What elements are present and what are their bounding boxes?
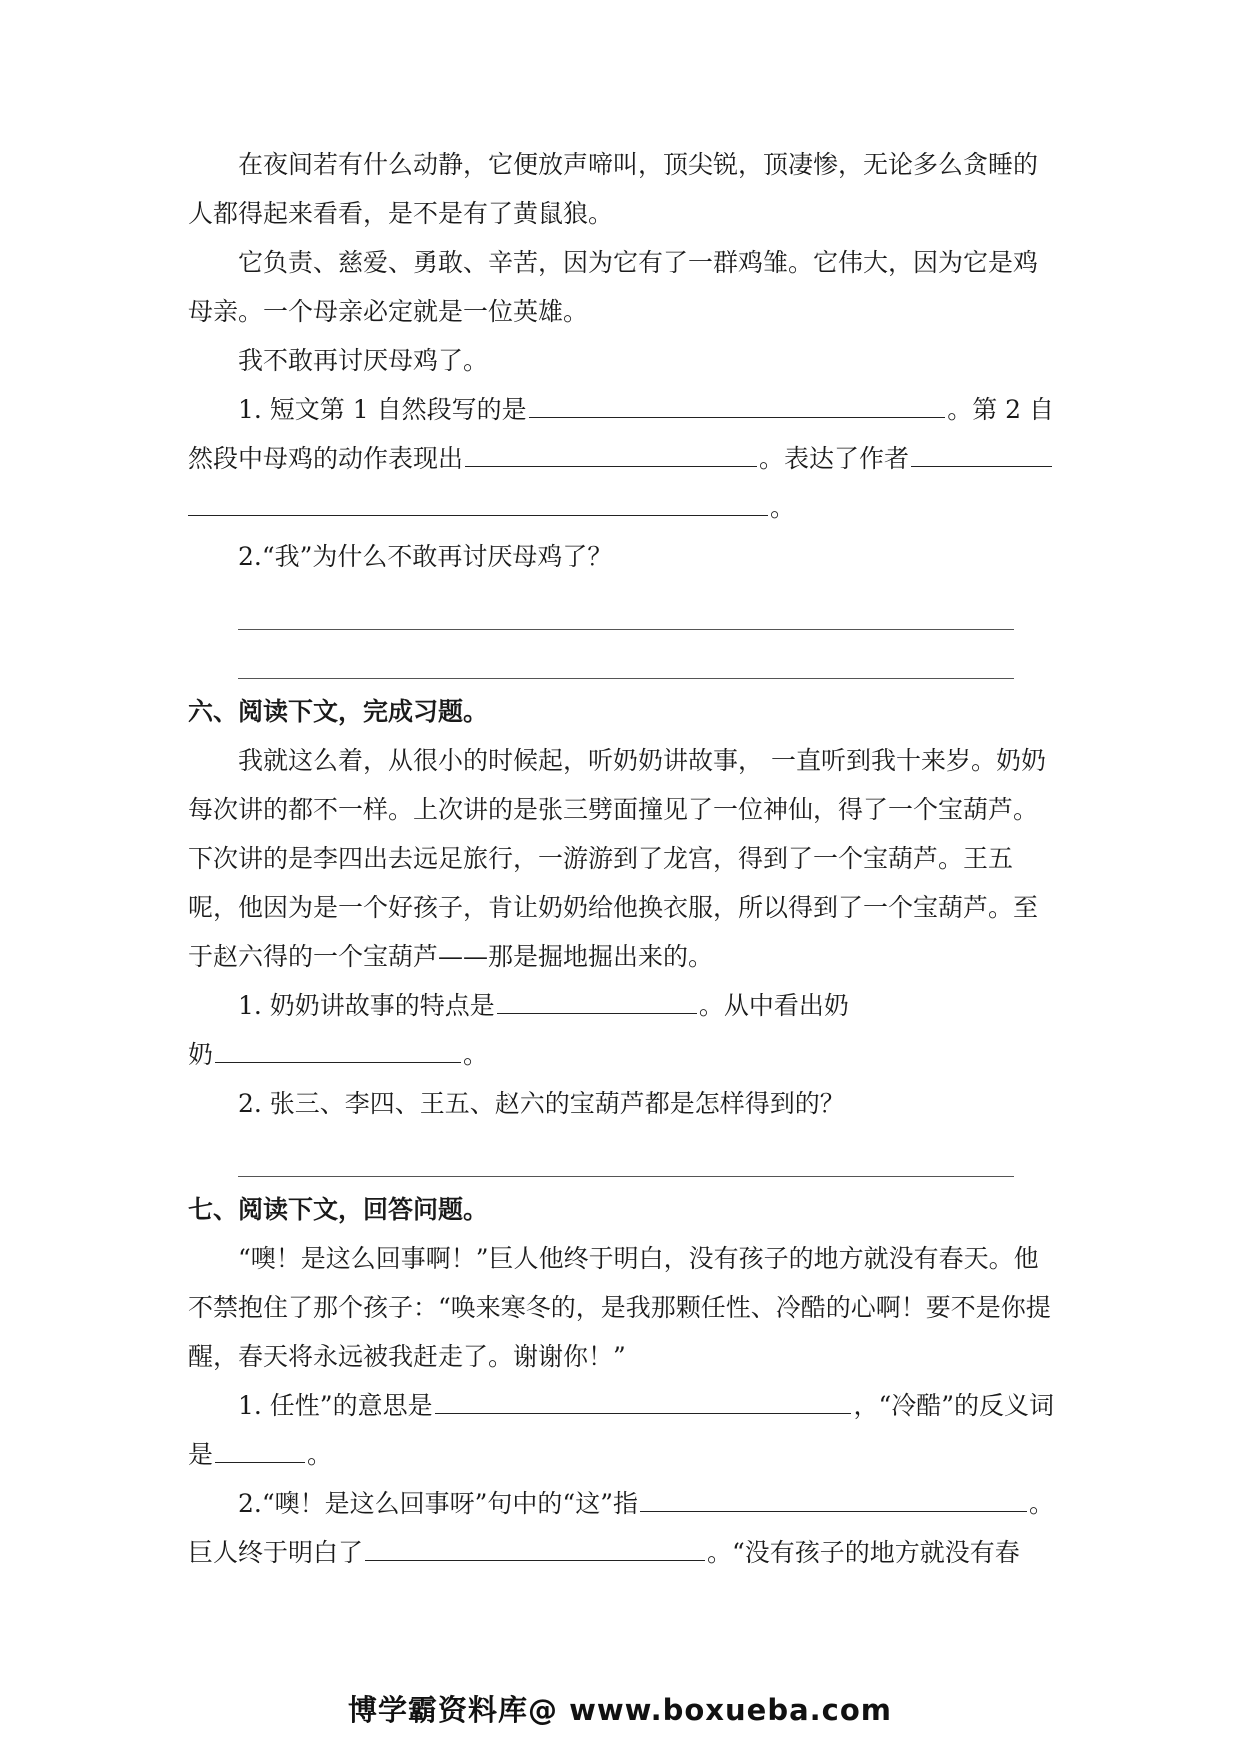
q1-text-a: 1. 短文第 1 自然段写的是	[238, 395, 527, 424]
answer-blank[interactable]	[529, 395, 946, 418]
s7-q1-text-a: 1. 任性”的意思是	[238, 1391, 433, 1420]
passage5-paragraph-3: 我不敢再讨厌母鸡了。	[238, 346, 489, 375]
section6-heading: 六、阅读下文，完成习题。	[188, 697, 489, 726]
answer-line[interactable]	[238, 581, 1014, 630]
s6-q1-text-b: 。从中看出奶	[698, 991, 849, 1020]
answer-blank[interactable]	[465, 444, 757, 467]
s7-q2-text-c: 巨人终于明白了	[188, 1538, 364, 1567]
passage5-question-2: 2.“我”为什么不敢再讨厌母鸡了？	[238, 542, 613, 571]
section7-question-2	[188, 1479, 1054, 1528]
q1-text-d: 。表达了作者	[759, 444, 910, 473]
answer-blank[interactable]	[640, 1489, 1027, 1512]
s7-q2-text-d: 。“没有孩子的地方就没有春	[707, 1538, 1020, 1567]
answer-blank[interactable]	[435, 1391, 852, 1414]
s7-q1-text-b: ，“冷酷”的反义词	[853, 1391, 1054, 1420]
section6-question-2: 2. 张三、李四、王五、赵六的宝葫芦都是怎样得到的？	[238, 1089, 845, 1118]
s7-q2-text-b: 。	[1028, 1489, 1054, 1518]
worksheet-page	[188, 140, 1054, 1577]
passage5-paragraph-1: 在夜间若有什么动静，它便放声啼叫，顶尖锐，顶凄惨，无论多么贪睡的人都得起来看看，是不是有了黄鼠狼。	[188, 150, 1039, 228]
answer-blank[interactable]	[215, 1040, 461, 1063]
answer-blank[interactable]	[188, 493, 768, 516]
q1-text-e: 。	[770, 493, 796, 522]
passage5-paragraph-2: 它负责、慈爱、勇敢、辛苦，因为它有了一群鸡雏。它伟大，因为它是鸡母亲。一个母亲必定就是一位英雄。	[188, 248, 1039, 326]
watermark-footer: 博学霸资料库@ www.boxueba.com	[347, 1693, 892, 1727]
s7-q2-text-a: 2.“噢！是这么回事呀”句中的“这”指	[238, 1489, 638, 1518]
s7-q1-text-c: 是	[188, 1440, 214, 1469]
section7-passage: “噢！是这么回事啊！”巨人他终于明白，没有孩子的地方就没有春天。他不禁抱住了那个孩子：“唤来寒冬的，是我那颗任性、冷酷的心啊！要不是你提醒，春天将永远被我赶走了。谢谢你！”	[188, 1244, 1051, 1371]
section6-passage: 我就这么着，从很小的时候起，听奶奶讲故事， 一直听到我十来岁。奶奶每次讲的都不一样。上次讲的是张三劈面撞见了一位神仙，得了一个宝葫芦。下次讲的是李四出去远足旅行，一游游到了龙宫，得到了一个宝葫芦。王五呢，他因为是一个好孩子，肯让奶奶给他换衣服，所以得到了一个宝葫芦。至于赵六得的一个宝葫芦——那是掘地掘出来的。	[188, 746, 1046, 971]
section7-question-1	[188, 1381, 1054, 1430]
q1-text-b: 。第 2 自	[947, 395, 1054, 424]
answer-blank[interactable]	[215, 1440, 305, 1463]
passage5-question-1	[188, 385, 1054, 532]
s6-q1-text-d: 。	[463, 1040, 489, 1069]
section7-heading: 七、阅读下文，回答问题。	[188, 1195, 489, 1224]
q1-text-c: 然段中母鸡的动作表现出	[188, 444, 464, 473]
answer-blank[interactable]	[365, 1538, 705, 1561]
answer-blank[interactable]	[911, 444, 1052, 467]
s7-q1-text-d: 。	[307, 1440, 333, 1469]
answer-line[interactable]	[238, 1128, 1014, 1177]
section6-question-1	[188, 981, 1054, 1030]
answer-blank[interactable]	[497, 991, 697, 1014]
s6-q1-text-c: 奶	[188, 1040, 214, 1069]
s6-q1-text-a: 1. 奶奶讲故事的特点是	[238, 991, 495, 1020]
answer-line[interactable]	[238, 630, 1014, 679]
